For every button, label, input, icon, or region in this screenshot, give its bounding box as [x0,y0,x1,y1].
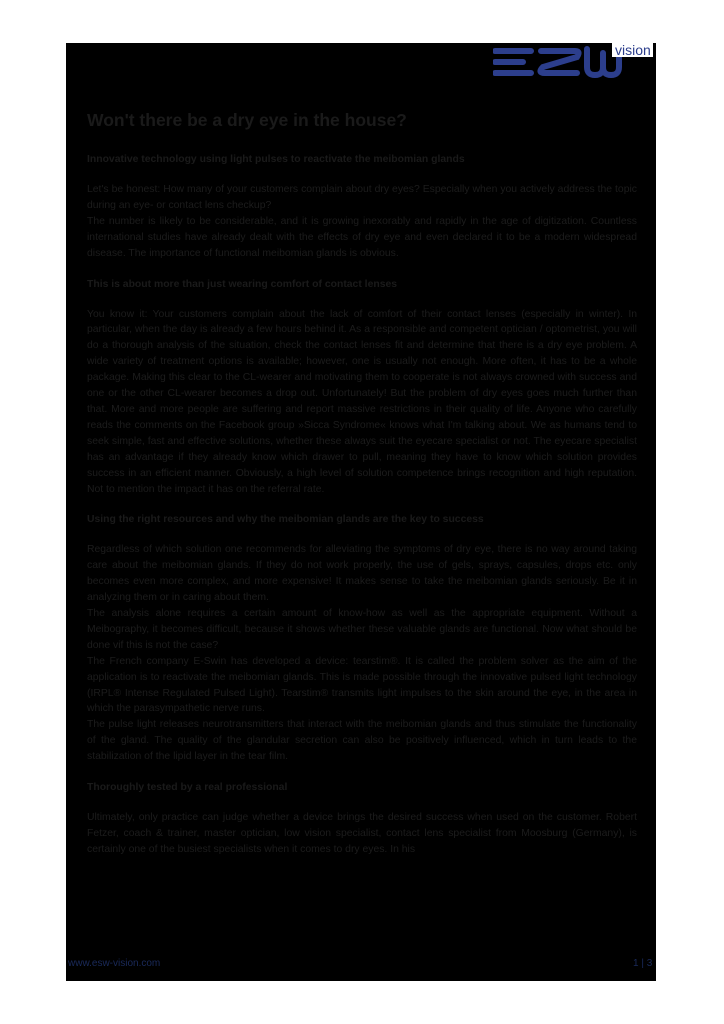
logo-vision-text: vision [612,43,653,57]
section-heading: Using the right resources and why the meibomian glands are the key to success [87,514,484,526]
section-text: The French company E-Swin has developed a device: tearstim®. It is called the problem solver as the aim of the application is to reactivate the meibomian glands. This is made possible through the innovative pulsed light technology (IRPL® Intense Regulated Pulsed Light). Tearstim® transmits light impulses to the skin around the eye, in the area in which the parasympathetic nerve runs. [87,655,637,715]
section-paragraph [87,542,637,765]
intro-line: Let's be honest: How many of your customers complain about dry eyes? Especially when you actively address the topic during an eye- or contact lens checkup? [87,184,637,211]
section-heading: This is about more than just wearing comfort of contact lenses [87,278,398,290]
article-title: Won't there be a dry eye in the house? [87,110,407,130]
section-text: The analysis alone requires a certain amount of know-how as well as the appropriate equipment. Without a Meibography, it becomes difficult, because it shows whether these valuable glands are functional. Now what should be done vif this is not the case? [87,608,637,651]
intro-line: The number is likely to be considerable, and it is growing inexorably and rapidly in the age of digitization. Countless international studies have already dealt with the effects of dry eye and even declared it to be a modern widespread disease. The importance of functional meibomian glands is obvious. [87,215,637,259]
section-heading: Thoroughly tested by a real professional [87,782,288,794]
section-text: The pulse light releases neurotransmitters that interact with the meibomian glands and thus stimulate the functionality of the gland. The quality of the glandular secretion can also be positively influenced, which in turn leads to the stabilization of the lipid layer in the tear film. [87,719,637,763]
page-number: 1 | 3 [633,958,653,969]
article-subtitle: Innovative technology using light pulses to reactivate the meibomian glands [87,154,465,165]
section-paragraph [87,810,637,858]
section-text: Regardless of which solution one recommends for alleviating the symptoms of dry eye, there is no way around taking care about the meibomian glands. If they do not work properly, the use of gels, sprays, capsules, drops etc. only becomes even more complex, and more expensive! It makes sense to take the meibomian glands seriously. Be it in analyzing them or in caring about them. [87,544,637,604]
footer-url-link[interactable]: www.esw-vision.com [68,958,161,969]
section-text: You know it: Your customers complain about the lack of comfort of their contact lenses (especially in winter). In particular, when the day is already a few hours behind it. As a responsible and competent optician / optometrist, you will do a thorough analysis of the situation, check the contact lenses fit and determine that there is a dry eye problem. A wide variety of treatment options is available; however, one is usually not enough. More often, it has to be a whole package. Making this clear to the CL-wearer and motivating them to cooperate is not always crowned with success and one or the other CL-wearer becomes a drop out. Unfortunately! But the problem of dry eyes goes much further than that. More and more people are suffering and report massive restrictions in their quality of life. Anyone who carefully reads the comments on the Facebook group »Sicca Syndrome« knows what I'm talking about. We as humans tend to seek simple, fast and effective solutions, whether these always suit the eyecare specialist or not. The eyecare specialist has an advantage if they already know which drawer to pull, meaning they have to know which solution provides success in an efficient manner. Obviously, a high level of solution competence brings recognition and high reputation. Not to mention the impact it has on the referral rate. [87,308,637,495]
intro-paragraph [87,182,637,262]
article [87,108,637,873]
section-paragraph [87,307,637,498]
section-text: Ultimately, only practice can judge whether a device brings the desired success when used on the customer. Robert Fetzer, coach & trainer, master optician, low vision specialist, contact lens specialist from Moosburg (Germany), is certainly one of the busiest specialists when it comes to dry eyes. In his [87,812,637,855]
